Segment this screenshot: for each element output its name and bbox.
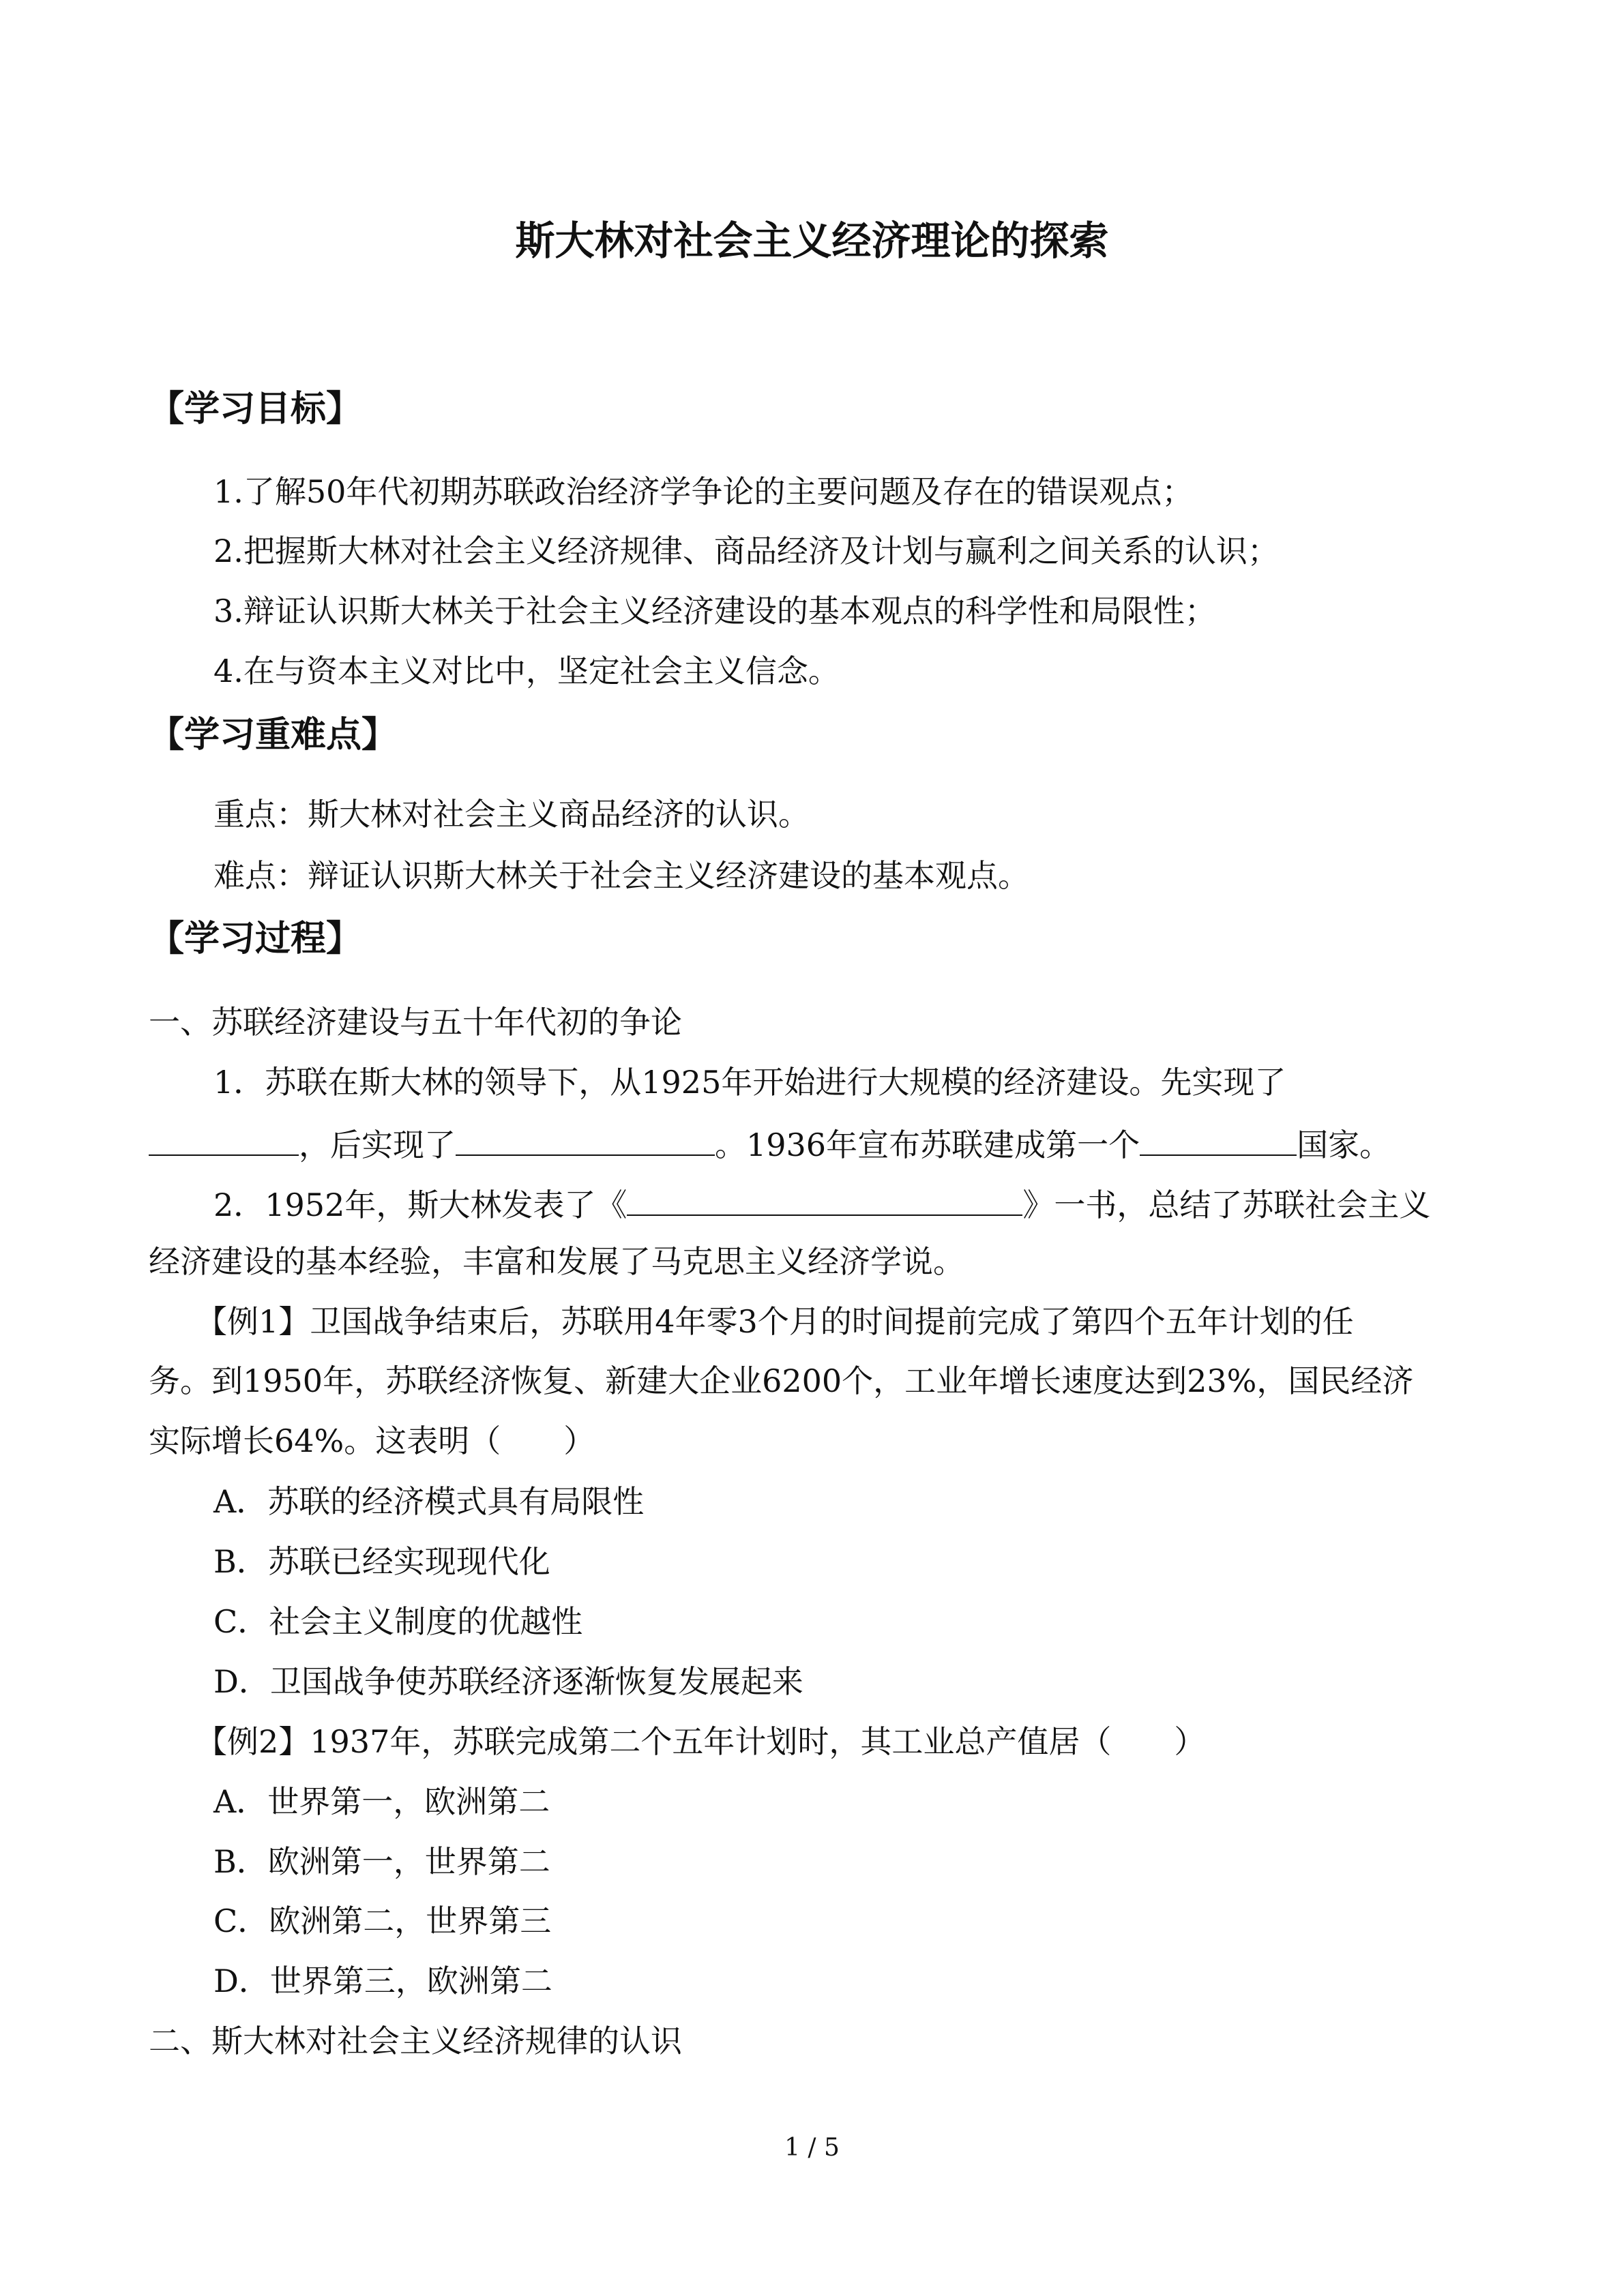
- example-1-option: A．苏联的经济模式具有局限性: [213, 1483, 645, 1520]
- fill-blank[interactable]: [1140, 1122, 1297, 1156]
- example-2-line-1: 【例2】1937年，苏联完成第二个五年计划时，其工业总产值居（ ）: [196, 1723, 1206, 1760]
- example-1-option: B．苏联已经实现现代化: [213, 1543, 550, 1580]
- question-2-line-2: 经济建设的基本经验，丰富和发展了马克思主义经济学说。: [149, 1243, 964, 1280]
- goal-item: 1.了解50年代初期苏联政治经济学争论的主要问题及存在的错误观点；: [213, 473, 1194, 510]
- goal-item: 4.在与资本主义对比中，坚定社会主义信念。: [213, 653, 840, 689]
- example-1-line-2: 务。到1950年，苏联经济恢复、新建大企业6200个，工业年增长速度达到23%，国民经济: [149, 1362, 1414, 1399]
- example-1-line-1: 【例1】卫国战争结束后，苏联用4年零3个月的时间提前完成了第四个五年计划的任: [196, 1303, 1354, 1340]
- question-1-line-1: 1．苏联在斯大林的领导下，从1925年开始进行大规模的经济建设。先实现了: [213, 1064, 1286, 1101]
- heading-learning-process: 【学习过程】: [149, 919, 362, 959]
- fill-blank[interactable]: [149, 1122, 299, 1156]
- difficult-point: 难点：辩证认识斯大林关于社会主义经济建设的基本观点。: [213, 857, 1029, 894]
- example-1-line-3: 实际增长64%。这表明（ ）: [149, 1422, 595, 1459]
- heading-learning-goals: 【学习目标】: [149, 389, 362, 430]
- goal-item: 3.辩证认识斯大林关于社会主义经济建设的基本观点的科学性和局限性；: [213, 593, 1216, 629]
- part1-title: 一、苏联经济建设与五十年代初的争论: [149, 1004, 682, 1041]
- question-1-line-2: ，后实现了 。1936年宣布苏联建成第一个 国家。: [149, 1122, 1391, 1165]
- fill-blank[interactable]: [627, 1182, 1022, 1216]
- example-2-option: C．欧洲第二，世界第三: [213, 1903, 552, 1939]
- example-1-option: C．社会主义制度的优越性: [213, 1603, 583, 1640]
- question-2-line-1: 2．1952年，斯大林发表了《 》一书，总结了苏联社会主义: [213, 1182, 1430, 1225]
- example-2-option: A．世界第一，欧洲第二: [213, 1783, 550, 1820]
- example-2-option: D．世界第三，欧洲第二: [213, 1963, 552, 1999]
- goal-item: 2.把握斯大林对社会主义经济规律、商品经济及计划与赢利之间关系的认识；: [213, 533, 1279, 569]
- heading-key-points: 【学习重难点】: [149, 715, 398, 756]
- example-1-option: D．卫国战争使苏联经济逐渐恢复发展起来: [213, 1663, 803, 1700]
- part2-title: 二、斯大林对社会主义经济规律的认识: [149, 2023, 682, 2059]
- example-2-option: B．欧洲第一，世界第二: [213, 1843, 550, 1880]
- document-title: 斯大林对社会主义经济理论的探索: [515, 218, 1109, 264]
- fill-blank[interactable]: [456, 1122, 715, 1156]
- key-point: 重点：斯大林对社会主义商品经济的认识。: [213, 796, 810, 833]
- page-number: 1 / 5: [784, 2134, 840, 2162]
